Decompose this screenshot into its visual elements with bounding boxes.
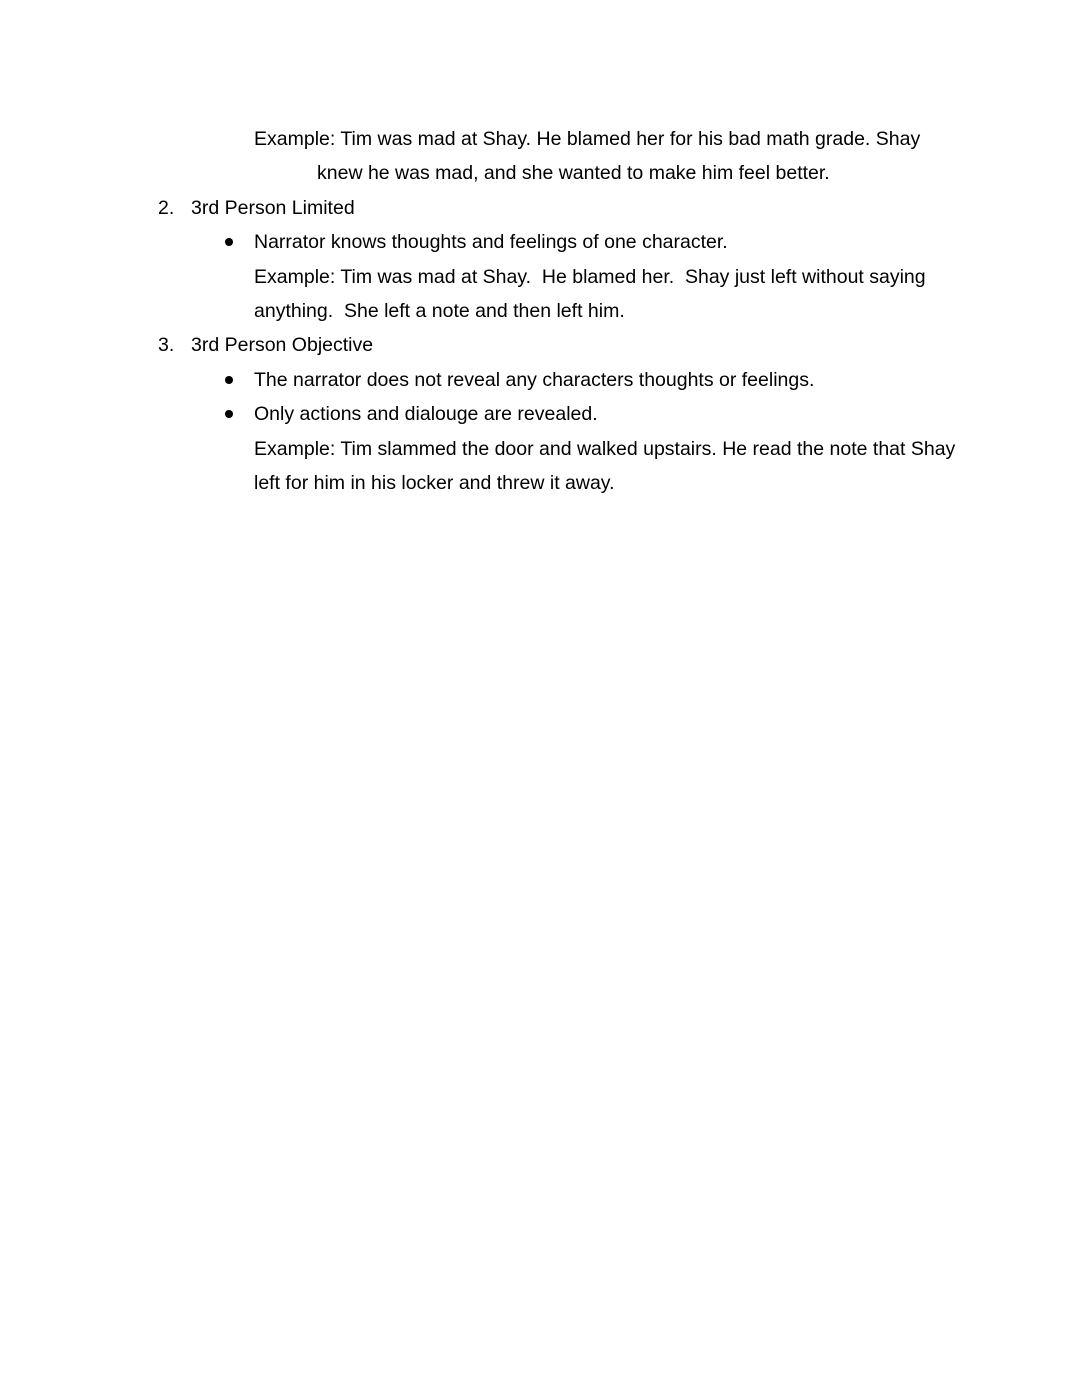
example-text-line: knew he was mad, and she wanted to make him feel better. — [317, 162, 830, 184]
section-title: 3rd Person Objective — [191, 334, 374, 356]
example-text-line: Example: Tim slammed the door and walked upstairs. He read the note that Shay — [254, 438, 956, 460]
bullet-text: The narrator does not reveal any characters thoughts or feelings. — [254, 369, 815, 391]
bullet-icon — [225, 410, 233, 418]
bullet-text: Only actions and dialouge are revealed. — [254, 403, 598, 425]
example-text-line: left for him in his locker and threw it away. — [254, 472, 615, 494]
example-text-line: anything. She left a note and then left him. — [254, 300, 625, 322]
example-text-line: Example: Tim was mad at Shay. He blamed her for his bad math grade. Shay — [254, 128, 921, 150]
bullet-icon — [225, 238, 233, 246]
bullet-icon — [225, 376, 233, 384]
section-title: 3rd Person Limited — [191, 197, 355, 219]
bullet-text: Narrator knows thoughts and feelings of one character. — [254, 231, 728, 253]
list-number: 2. — [158, 197, 175, 219]
list-number: 3. — [158, 334, 175, 356]
example-text-line: Example: Tim was mad at Shay. He blamed her. Shay just left without saying — [254, 266, 926, 288]
